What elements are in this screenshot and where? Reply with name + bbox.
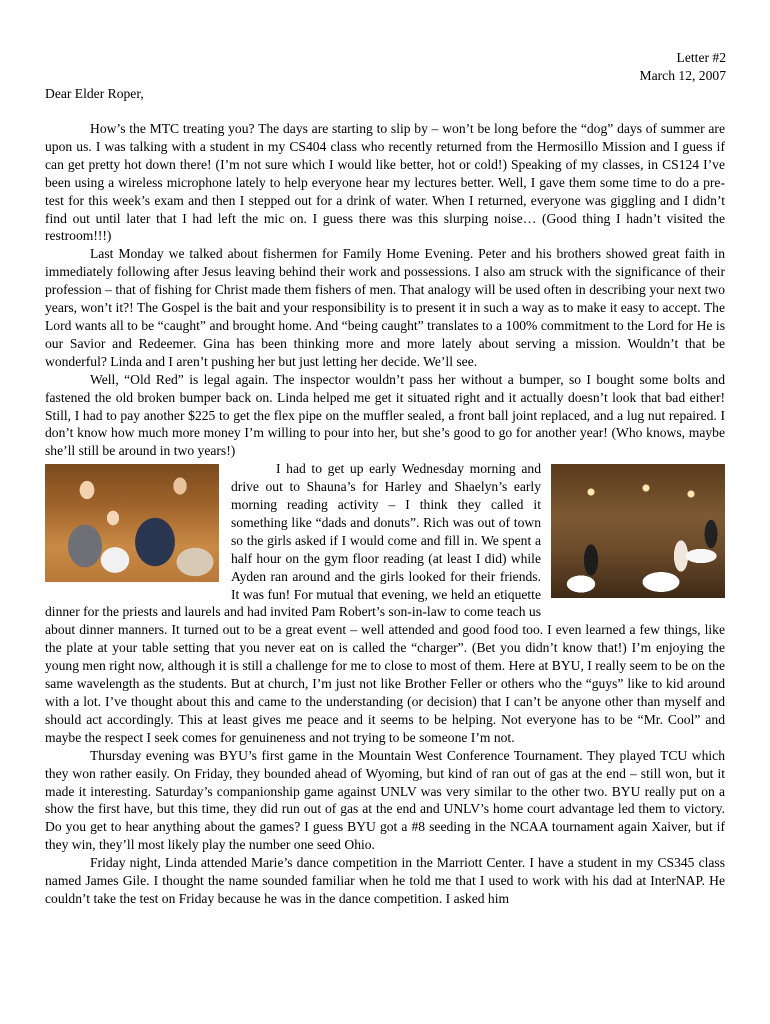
family-reading-photo (45, 464, 219, 582)
paragraph: Well, “Old Red” is legal again. The inspector wouldn’t pass her without a bumper, so I bought some bolts and fastened the old broken bumper back on. Linda helped me get it situated right and it actually doesn’t look that bad either! Still, I had to pay another $225 to get the flex pipe on the muffler sealed, a front ball joint replaced, and a lug nut repaired. I don’t know how much more money I’m willing to pour into her, but she’s good to go for another year! (Who knows, maybe she’ll still be around in two years!) (45, 371, 725, 459)
paragraph: Last Monday we talked about fishermen for Family Home Evening. Peter and his brothers showed great faith in immediately following after Jesus leaving behind their work and possessions. I also am struck with the significance of their profession – that of fishing for Christ made them fishers of men. That analogy will be used often in describing your next two years, won’t it?! The Gospel is the bait and your responsibility is to present it in such a way as to make it easy to accept. The Lord wants all to be “caught” and brought home. And “being caught” translates to a 100% commitment to the Lord for He is our Savior and Redeemer. Gina has been thinking more and more lately about serving a mission. Wouldn’t that be wonderful? Linda and I aren’t pushing her but just letting her decide. We’ll see. (45, 246, 725, 369)
letter-date: March 12, 2007 (639, 67, 726, 83)
etiquette-dinner-photo (551, 464, 725, 598)
paragraph: How’s the MTC treating you? The days are starting to slip by – won’t be long before the “dog” days of summer are upon us. I was talking with a student in my CS404 class who recently returned from the Hermosillo Mission and I guess if can get pretty hot down there! (I’m not sure which I would like better, hot or cold!) Speaking of my classes, in CS124 I’ve been using a wireless microphone lately to help everyone hear my lectures better. Well, I gave them some time to do a pre-test for this week’s exam and then I stepped out for a drink of water. When I returned, everyone was giggling and I didn’t find out until later that I had left the mic on. I guess there was this slurping noise… (Good thing I hadn’t visited the restroom!!!) (45, 121, 725, 244)
letter-header (640, 49, 726, 85)
salutation: Dear Elder Roper, (45, 86, 144, 101)
paragraph: Thursday evening was BYU’s first game in the Mountain West Conference Tournament. They played TCU which they won rather easily. On Friday, they bounded ahead of Wyoming, but kind of ran out of gas at the end – still won, but it made it interesting. Saturday’s companionship game against UNLV was very similar to the other two. BYU really put on a show the first have, but this time, they did run out of gas at the end and UNLV’s home court advantage led them to victory. Do you get to hear anything about the games? I guess BYU got a #8 seeding in the NCAA tournament again Xaiver, but if they win, they’ll most likely play the number one seed Ohio. (45, 747, 725, 853)
letter-number: Letter #2 (676, 50, 726, 65)
paragraph: Friday night, Linda attended Marie’s dance competition in the Marriott Center. I have a student in my CS345 class named James Gile. I thought the name sounded familiar when he told me that I used to work with his dad at InterNAP. He couldn’t take the test on Friday because he was in the dance competition. I asked him (45, 855, 725, 906)
paragraph: I had to get up early Wednesday morning and drive out to Shauna’s for Harley and Shaelyn’s early morning reading activity – I think they called it something like “dads and donuts”. Rich was out of town so the girls asked if I would come and fill in. We spent a half hour on the gym floor reading (at least I did) while Ayden ran around and the girls looked for their friends. It was fun! For mutual that evening, we held an etiquette dinner for the priests and laurels and had invited Pam Robert’s son-in-law to come teach us about dinner manners. It turned out to be a great event – well attended and good food too. I even learned a few things, like the plate at your table setting that you never eat on is called the “charger”. (Bet you didn’t know that!) I’m enjoying the young men right now, although it is still a challenge for me to close to most of them. Here at BYU, I really seem to be on the same wavelength as the students. But at church, I’m just not like Brother Feller or others who the “guys” like to kid around with a lot. I’ve thought about this and came to the understanding (or decision) that I can’t be anyone other than myself and should act accordingly. This at least gives me peace and it seems to be helping. Not everyone has to be “Mr. Cool” and maybe the respect I seek comes for genuineness and not trying to be someone I’m not. (45, 461, 725, 745)
letter-body (45, 120, 725, 908)
